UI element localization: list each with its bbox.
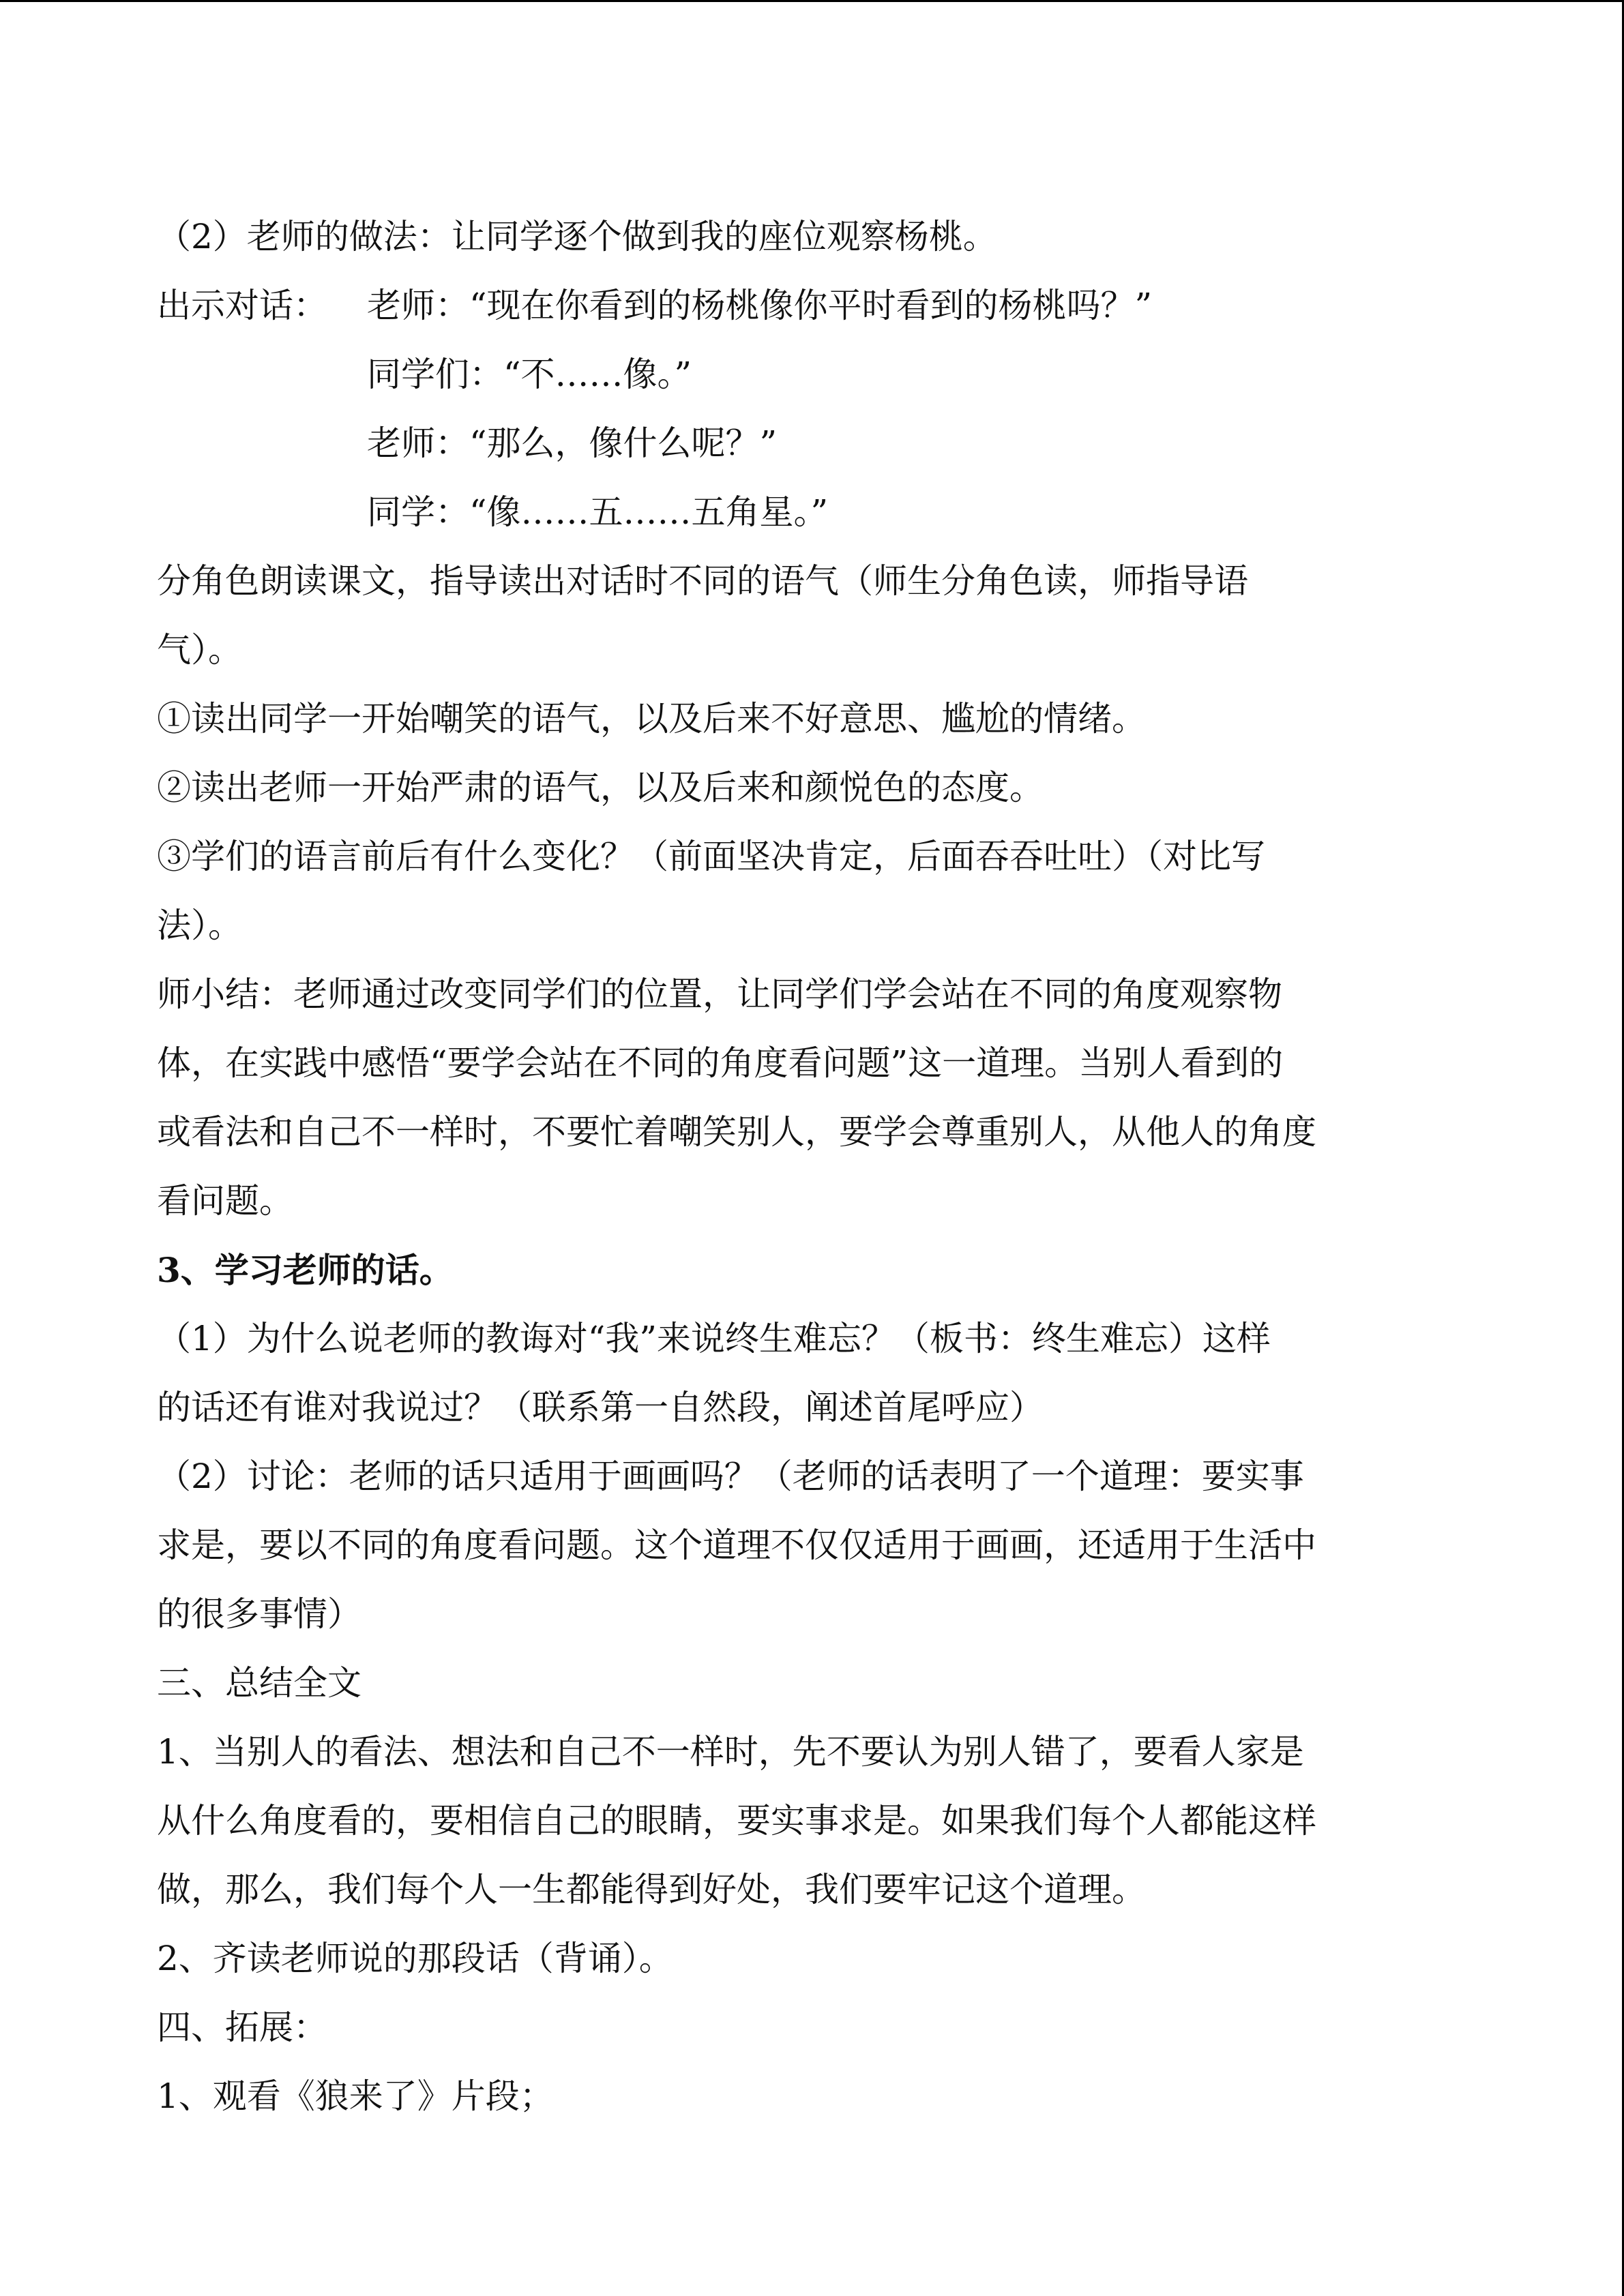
dialog-line-student-2: 同学：“像……五……五角星。” [367,492,829,532]
paragraph-summary-point-1-line-1: 1、当别人的看法、想法和自己不一样时，先不要认为别人错了，要看人家是 [157,1732,1304,1772]
paragraph-summary-line-2: 体，在实践中感悟“要学会站在不同的角度看问题”这一道理。当别人看到的 [157,1043,1284,1083]
list-item-reading-1: ①读出同学一开始嘲笑的语气，以及后来不好意思、尴尬的情绪。 [157,699,1146,739]
paragraph-summary-point-2: 2、齐读老师说的那段话（背诵）。 [157,1939,673,1978]
dialog-intro-label: 出示对话： [157,286,327,325]
document-body [157,203,1466,2131]
dialog-row-1 [157,271,1466,340]
paragraph-teacher-method: （2）老师的做法：让同学逐个做到我的座位观察杨桃。 [157,217,997,256]
paragraph-summary-line-1: 师小结：老师通过改变同学们的位置，让同学们学会站在不同的角度观察物 [157,974,1282,1014]
dialog-line-teacher-2: 老师：“那么，像什么呢？” [367,423,778,463]
list-item-reading-2: ②读出老师一开始严肃的语气，以及后来和颜悦色的态度。 [157,768,1044,807]
section-heading-learn-teacher-words: 3、学习老师的话。 [157,1250,454,1290]
paragraph-extension-point-1: 1、观看《狼来了》片段； [157,2076,554,2116]
dialog-line-students-1: 同学们：“不……像。” [367,355,692,394]
dialog-line-teacher-1: 老师：“现在你看到的杨桃像你平时看到的杨桃吗？” [367,286,1153,325]
paragraph-question-1-line-1: （1）为什么说老师的教诲对“我”来说终生难忘？（板书：终生难忘）这样 [157,1319,1271,1358]
paragraph-question-1-line-2: 的话还有谁对我说过？（联系第一自然段，阐述首尾呼应） [157,1388,1044,1427]
section-heading-summary: 三、总结全文 [157,1663,361,1703]
paragraph-role-reading-line-1: 分角色朗读课文，指导读出对话时不同的语气（师生分角色读，师指导语 [157,561,1248,601]
paragraph-summary-point-1-line-3: 做，那么，我们每个人一生都能得到好处，我们要牢记这个道理。 [157,1870,1146,1909]
paragraph-summary-line-4: 看问题。 [157,1181,293,1221]
paragraph-summary-line-3: 或看法和自己不一样时，不要忙着嘲笑别人，要学会尊重别人，从他人的角度 [157,1112,1316,1152]
section-heading-extension: 四、拓展： [157,2008,327,2047]
paragraph-question-2-line-1: （2）讨论：老师的话只适用于画画吗？（老师的话表明了一个道理：要实事 [157,1457,1304,1496]
list-item-reading-3-line-1: ③学们的语言前后有什么变化？（前面坚决肯定，后面吞吞吐吐）（对比写 [157,837,1265,876]
paragraph-question-2-line-3: 的很多事情） [157,1594,361,1634]
paragraph-summary-point-1-line-2: 从什么角度看的，要相信自己的眼睛，要实事求是。如果我们每个人都能这样 [157,1801,1316,1840]
paragraph-question-2-line-2: 求是，要以不同的角度看问题。这个道理不仅仅适用于画画，还适用于生活中 [157,1525,1316,1565]
paragraph-role-reading-line-2: 气）。 [157,630,242,670]
list-item-reading-3-line-2: 法）。 [157,906,242,945]
